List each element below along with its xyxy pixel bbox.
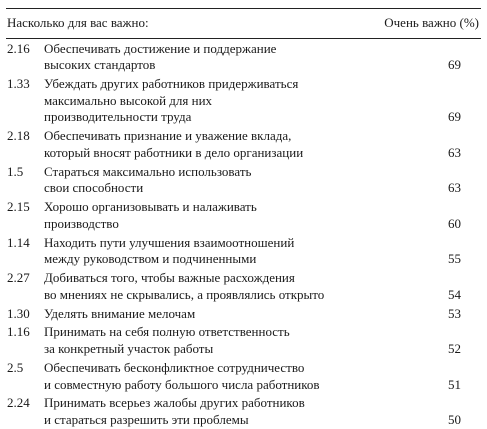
table-body [6, 39, 481, 429]
table-row [6, 395, 481, 428]
item-text-line: во мнениях не скрывались, а проявлялись открыто [44, 286, 325, 302]
item-text-line: Находить пути улучшения взаимоотношений [44, 234, 295, 250]
table-row [6, 270, 481, 303]
item-number: 1.14 [7, 234, 30, 250]
item-percent: 60 [448, 215, 461, 231]
item-text [44, 306, 421, 323]
table-row [6, 41, 481, 74]
item-text [44, 41, 421, 74]
item-text-line: Стараться максимально использовать [44, 163, 252, 179]
table-row [6, 360, 481, 393]
table-row [6, 199, 481, 232]
item-text-line: и совместную работу большого числа работников [44, 376, 320, 392]
item-text-line: Принимать всерьез жалобы других работников [44, 395, 305, 411]
item-text-line: высоких стандартов [44, 57, 156, 73]
item-text-line: и стараться разрешить эти проблемы [44, 412, 249, 428]
item-percent: 52 [448, 341, 461, 357]
item-text-line: максимально высокой для них [44, 92, 213, 108]
table-row [6, 128, 481, 161]
table-row [6, 306, 481, 323]
item-text [44, 76, 421, 126]
item-text-line: Уделять внимание мелочам [44, 305, 196, 321]
item-percent: 51 [448, 376, 461, 392]
item-number: 2.24 [7, 395, 30, 411]
item-percent: 63 [448, 180, 461, 196]
item-percent: 69 [448, 57, 461, 73]
item-text-line: Хорошо организовывать и налаживать [44, 199, 257, 215]
item-number: 2.18 [7, 128, 30, 144]
item-text [44, 128, 421, 161]
item-percent: 69 [448, 109, 461, 125]
table-row [6, 164, 481, 197]
item-text-line: Обеспечивать достижение и поддержание [44, 40, 277, 56]
item-text [44, 324, 421, 357]
item-text-line: за конкретный участок работы [44, 341, 214, 357]
item-text-line: Обеспечивать признание и уважение вклада, [44, 128, 292, 144]
item-percent: 63 [448, 144, 461, 160]
item-number: 1.33 [7, 76, 30, 92]
item-text [44, 360, 421, 393]
table-header [6, 9, 481, 38]
item-text [44, 235, 421, 268]
item-number: 1.16 [7, 324, 30, 340]
item-number: 2.16 [7, 40, 30, 56]
item-text [44, 270, 421, 303]
table-row [6, 324, 481, 357]
item-text-line: свои способности [44, 180, 144, 196]
item-text [44, 199, 421, 232]
header-question: Насколько для вас важно: [7, 15, 149, 30]
item-percent: 50 [448, 412, 461, 428]
item-text-line: между руководством и подчиненными [44, 251, 257, 267]
item-percent: 53 [448, 305, 461, 321]
item-percent: 55 [448, 251, 461, 267]
table-row [6, 76, 481, 126]
item-text-line: Принимать на себя полную ответственность [44, 324, 290, 340]
item-number: 1.5 [7, 163, 24, 179]
item-text-line: Убеждать других работников придерживаться [44, 76, 299, 92]
item-text-line: Обеспечивать бесконфликтное сотрудничество [44, 359, 305, 375]
item-text [44, 395, 421, 428]
item-text-line: который вносят работники в дело организации [44, 144, 304, 160]
item-number: 2.5 [7, 359, 24, 375]
item-text [44, 164, 421, 197]
item-number: 1.30 [7, 305, 30, 321]
item-text-line: Добиваться того, чтобы важные расхождения [44, 270, 295, 286]
item-number: 2.15 [7, 199, 30, 215]
item-percent: 54 [448, 286, 461, 302]
table-row [6, 235, 481, 268]
item-number: 2.27 [7, 270, 30, 286]
item-text-line: производительности труда [44, 109, 192, 125]
header-percent: Очень важно (%) [384, 15, 479, 30]
item-text-line: производство [44, 215, 119, 231]
